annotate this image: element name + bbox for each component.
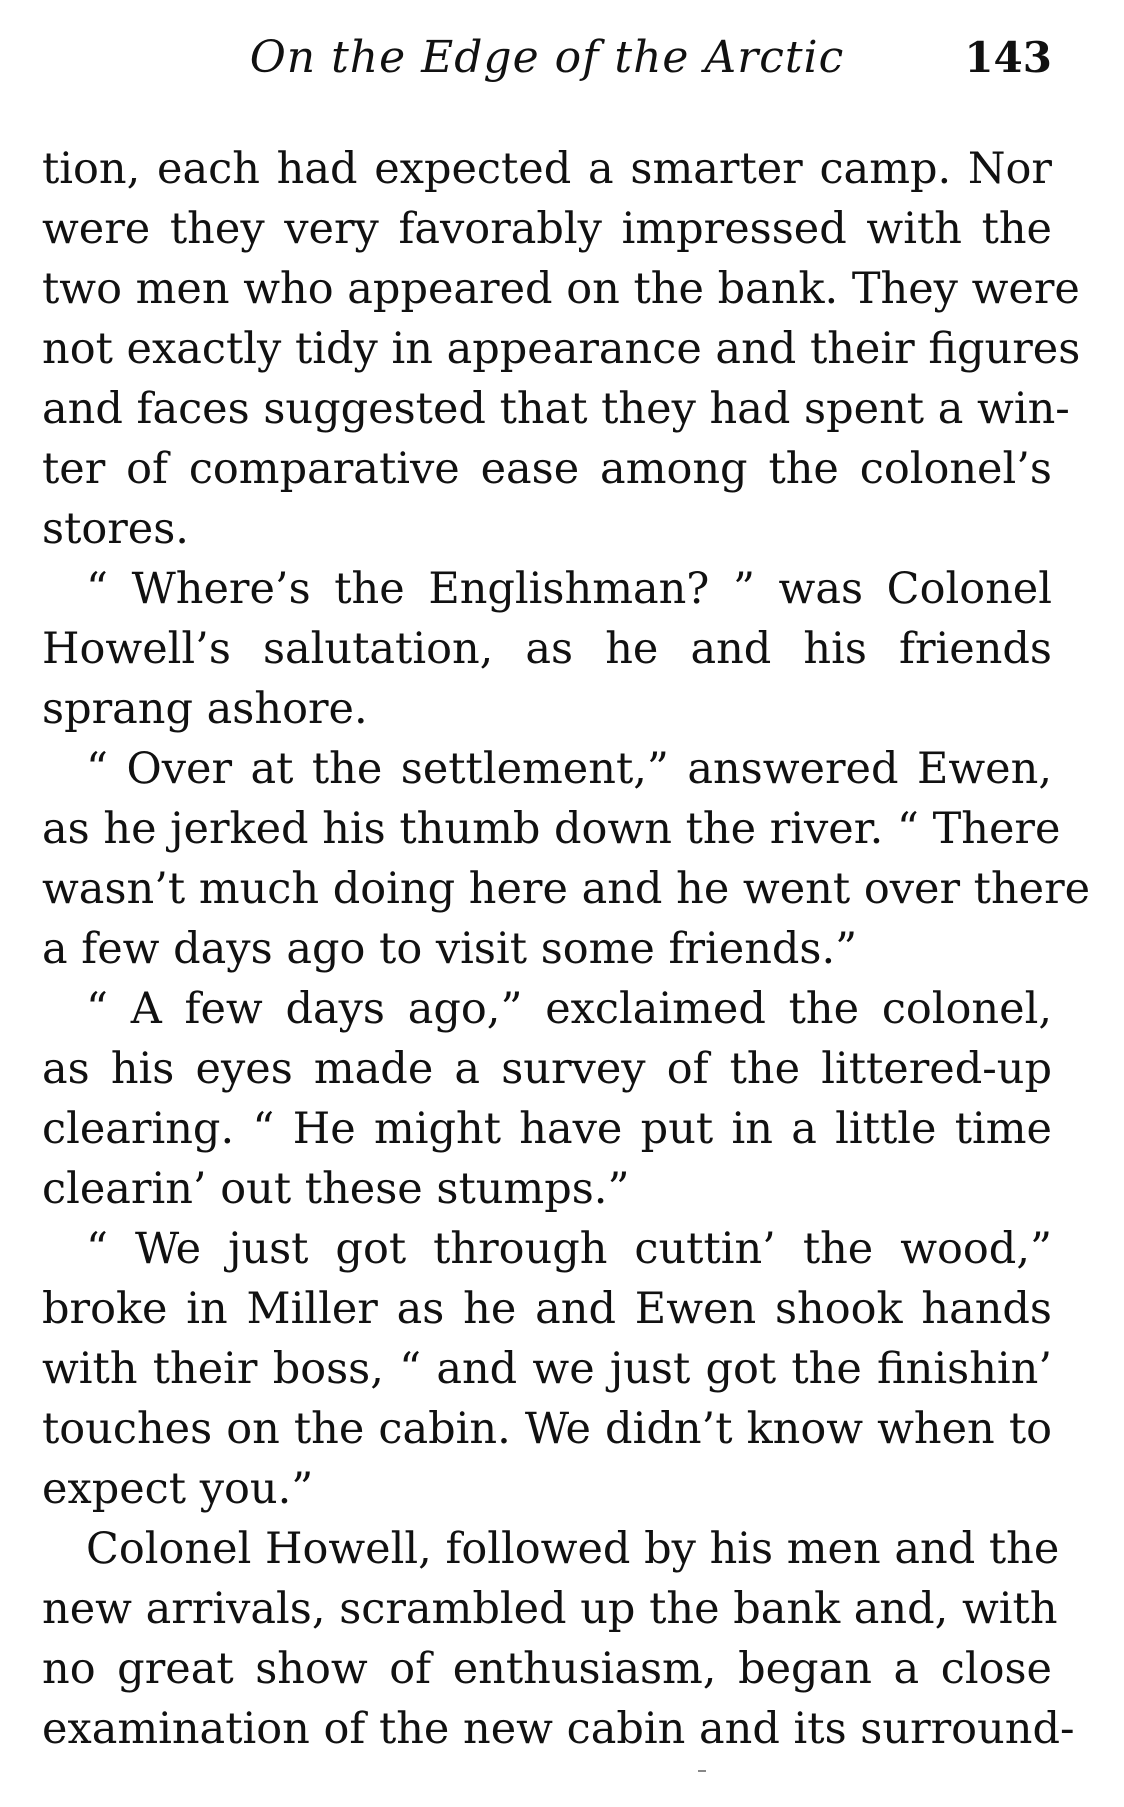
page-number: 143 xyxy=(964,33,1052,82)
text-line: wasn’t much doing here and he went over there xyxy=(42,864,1091,914)
text-line: clearin’ out these stumps.” xyxy=(42,1164,630,1214)
text-line: no great show of enthusiasm, began a close xyxy=(42,1644,1052,1694)
text-line: Howell’s salutation, as he and his friends xyxy=(42,624,1052,674)
text-line: “ Where’s the Englishman? ” was Colonel xyxy=(86,564,1052,614)
text-line: “ A few days ago,” exclaimed the colonel, xyxy=(86,984,1052,1034)
body-text xyxy=(42,139,1091,1759)
text-line: as he jerked his thumb down the river. “ There xyxy=(42,804,1061,854)
text-line: ter of comparative ease among the colonel’s xyxy=(42,444,1052,494)
text-line: new arrivals, scrambled up the bank and, with xyxy=(42,1584,1058,1634)
text-line: broke in Miller as he and Ewen shook hands xyxy=(42,1284,1052,1334)
text-line: a few days ago to visit some friends.” xyxy=(42,924,858,974)
running-title: On the Edge of the Arctic xyxy=(249,32,845,83)
text-line: as his eyes made a survey of the littered-up xyxy=(42,1044,1052,1094)
text-line: tion, each had expected a smarter camp. Nor xyxy=(42,144,1052,194)
print-speck xyxy=(698,1770,706,1772)
text-line: were they very favorably impressed with the xyxy=(42,204,1052,254)
text-line: two men who appeared on the bank. They were xyxy=(42,264,1080,314)
text-line: stores. xyxy=(42,504,189,554)
text-line: touches on the cabin. We didn’t know when to xyxy=(42,1404,1052,1454)
text-line: sprang ashore. xyxy=(42,684,368,734)
text-line: clearing. “ He might have put in a little time xyxy=(42,1104,1052,1154)
text-line: Colonel Howell, followed by his men and the xyxy=(86,1524,1060,1574)
text-line: expect you.” xyxy=(42,1464,314,1514)
text-line: “ Over at the settlement,” answered Ewen, xyxy=(86,744,1052,794)
text-line: examination of the new cabin and its surround- xyxy=(42,1704,1075,1754)
text-line: with their boss, “ and we just got the finishin’ xyxy=(42,1344,1052,1394)
text-line: and faces suggested that they had spent a win- xyxy=(42,384,1070,434)
text-line: “ We just got through cuttin’ the wood,” xyxy=(86,1224,1052,1274)
text-line: not exactly tidy in appearance and their figures xyxy=(42,324,1081,374)
running-head xyxy=(42,30,1052,86)
